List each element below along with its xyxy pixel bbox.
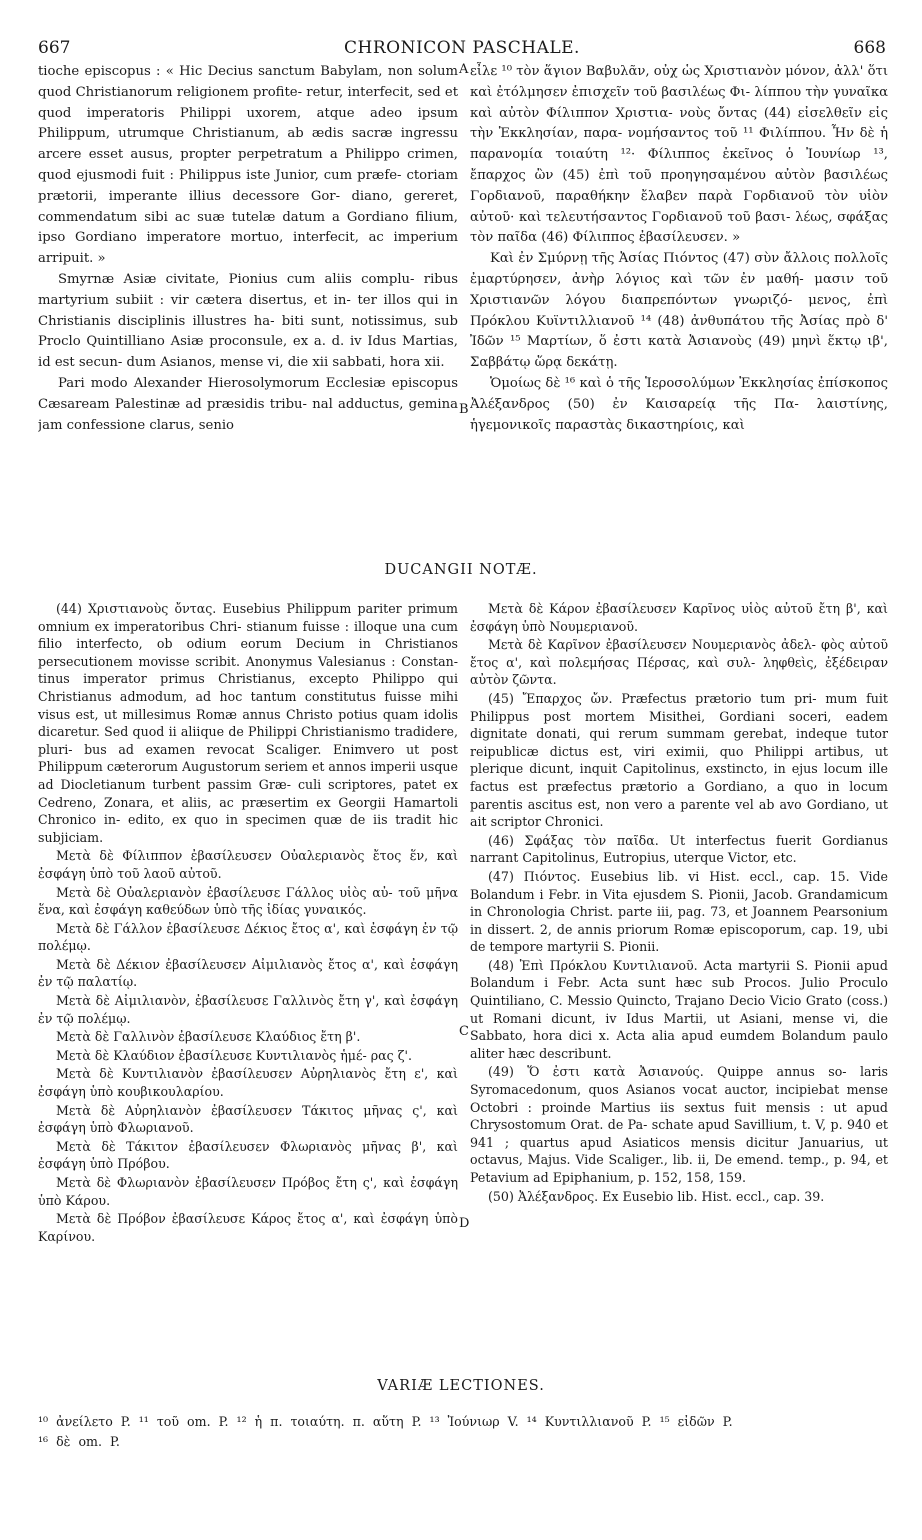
page-number-right: 668 xyxy=(853,38,886,58)
margin-marker-c: C xyxy=(459,1024,469,1039)
notes-right-column xyxy=(470,600,888,1370)
note-paragraph: (50) Ἀλέξανδρος. Ex Eusebio lib. Hist. eccl., cap. 39. xyxy=(488,1188,825,1204)
note-paragraph: Μετὰ δὲ Καρῖνον ἐβασίλευσεν Νουμεριανὸς ἀδελ- φὸς αὐτοῦ ἔτος α', καὶ πολεμήσας Πέρσας, καὶ συλ- ληφθεὶς, ἐξέδειραν αὐτὸν ζῶντα. xyxy=(470,637,888,688)
latin-paragraph: Pari modo Alexander Hierosolymorum Ecclesiæ episcopus Cæsaream Palestinæ ad præsidis tribu- nal adductus, gemina jam confessione clarus, senio xyxy=(38,375,458,433)
note-paragraph: (49) Ὅ ἐστι κατὰ Ἀσιανούς. Quippe annus so- laris Syromacedonum, quos Asianos vocat auctor, incipiebat mense Octobri : proinde Martius iis sextus fuit mensis : ut apud Chrysostomum Orat. de Pa- schate apud Savillium, t. V, p. 940 et 941 ; quartus apud Asiaticos mensis dicitur Januarius, ut octavus, Majus. Vide Scaliger., lib. ii, De emend. temp., p. 94, et Petavium ad Epiphanium, p. 152, 158, 159. xyxy=(470,1064,888,1185)
note-paragraph: Μετὰ δὲ Γάλλον ἐβασίλευσε Δέκιος ἔτος α', καὶ ἐσφάγη ἐν τῷ πολέμῳ. xyxy=(38,920,458,954)
greek-paragraph: Ὁμοίως δὲ ¹⁶ καὶ ὁ τῆς Ἱεροσολύμων Ἐκκλησίας ἐπίσκοπος Ἀλέξανδρος (50) ἐν Καισαρείᾳ τῆς Πα- λαιστίνης, ἡγεμονικοῖς παραστὰς δικαστηρίοις, καὶ xyxy=(470,375,888,433)
note-paragraph: Μετὰ δὲ Γαλλινὸν ἐβασίλευσε Κλαύδιος ἔτη β'. xyxy=(56,1029,361,1045)
greek-text-column xyxy=(470,62,888,556)
running-title: CHRONICON PASCHALE. xyxy=(344,38,580,58)
note-paragraph: Μετὰ δὲ Κάρον ἐβασίλευσεν Καρῖνος υἱὸς αὐτοῦ ἔτη β', καὶ ἐσφάγη ὑπὸ Νουμεριανοῦ. xyxy=(470,601,888,634)
latin-paragraph: tioche episcopus : « Hic Decius sanctum Babylam, non solum quod Christianorum religionem profite- retur, interfecit, sed et quod imperatoris Philippi uxorem, atque adeo ipsum Philippum, utrumque Christianum, ab ædis sacræ ingressu arcere esset ausus, propter perpetratum a Philippo crimen, quod ejusmodi fuit : Philippus iste Junior, cum præfe- ctoriam prætorii, imperante illius decessore Gor- diano, gereret, commendatum sibi ac suæ tutelæ datum a Gordiano filium, ipso Gordiano imperatore mortuo, interfecit, ac imperium arripuit. » xyxy=(38,64,458,267)
margin-marker-a: A xyxy=(459,62,469,77)
note-paragraph: Μετὰ δὲ Φίλιππον ἐβασίλευσεν Οὐαλεριανὸς ἔτος ἕν, καὶ ἐσφάγη ὑπὸ τοῦ λαοῦ αὐτοῦ. xyxy=(38,848,458,881)
variae-lectiones xyxy=(38,1412,886,1452)
latin-paragraph: Smyrnæ Asiæ civitate, Pionius cum aliis complu- ribus martyrium subiit : vir cætera disertus, et in- ter illos qui in Christianis disciplinis illustres ha- biti sunt, notissimus, sub Proclo Quintilliano Asiæ proconsule, ex a. d. iv Idus Martias, id est secun- dum Asianos, mense vi, die xii sabbati, hora xii. xyxy=(38,271,458,371)
note-paragraph: Μετὰ δὲ Κλαύδιον ἐβασίλευσε Κυντιλιανὸς ἡμέ- ρας ζ'. xyxy=(56,1047,413,1063)
greek-paragraph: εἶλε ¹⁰ τὸν ἅγιον Βαβυλᾶν, οὐχ ὡς Χριστιανὸν μόνον, ἀλλ' ὅτι καὶ ἐτόλμησεν ἐπισχεῖν τοῦ βασιλέως Φι- λίππου τὴν γυναῖκα καὶ αὐτὸν Φίλιππον Χριστια- νοὺς ὄντας (44) εἰσελθεῖν εἰς τὴν Ἐκκλησίαν, παρα- νομήσαντος τοῦ ¹¹ Φιλίππου. Ἦν δὲ ἡ παρανομία τοιαύτη ¹²· Φίλιππος ἐκεῖνος ὁ Ἰουνίωρ ¹³, ἔπαρχος ὢν (45) ἐπὶ τοῦ προηγησαμένου αὐτὸν βασιλέως Γορδιανοῦ, παραθήκην ἔλαβεν παρὰ Γορδιανοῦ τὸν υἱὸν αὐτοῦ· καὶ τελευτήσαντος Γορδιανοῦ τοῦ βασι- λέως, σφάξας τὸν παῖδα (46) Φίλιππος ἐβασίλευσεν. » xyxy=(470,64,888,246)
note-paragraph: Μετὰ δὲ Κυντιλιανὸν ἐβασίλευσεν Αὐρηλιανὸς ἔτη ε', καὶ ἐσφάγη ὑπὸ κουβικουλαρίου. xyxy=(38,1066,458,1100)
note-paragraph: Μετὰ δὲ Τάκιτον ἐβασίλευσεν Φλωριανὸς μῆνας β', καὶ ἐσφάγη ὑπὸ Πρόβου. xyxy=(38,1138,458,1172)
page-number-left: 667 xyxy=(38,38,71,58)
note-paragraph: (48) Ἐπὶ Πρόκλου Κυντιλιανοῦ. Acta martyrii S. Pionii apud Bolandum i Febr. Acta sunt hæc sub Procos. Julio Proculo Quintiliano, C. Messio Quincto, Trajano Decio Vicio Grato (coss.) ut Romani dicunt, iv Idus Martii, ut Asiani, mense vi, die Sabbato, hora dici x. Acta alia apud eumdem Bolandum paulo aliter hæc describunt. xyxy=(470,957,888,1061)
note-paragraph: Μετὰ δὲ Δέκιον ἐβασίλευσεν Αἰμιλιανὸς ἔτος α', καὶ ἐσφάγη ἐν τῷ παλατίῳ. xyxy=(38,956,458,990)
variant-reading: ¹⁴ Κυντιλλιανοῦ P. xyxy=(526,1414,652,1429)
variant-reading: ¹⁶ δὲ om. P. xyxy=(38,1434,120,1449)
margin-marker-d: D xyxy=(459,1216,470,1231)
note-paragraph: (45) Ἔπαρχος ὤν. Præfectus prætorio tum pri- mum fuit Philippus post mortem Misithei, Gordiani soceri, eadem dignitate donati, qui rerum summam gerebat, indeque tutor reipublicæ dictus est, viri eximii, quo Philippi artibus, ut plerique dicunt, inquit Capitolinus, exstincto, in ejus locum ille factus est præfectus prætorio a Gordiano, a quo in locum parentis ascitus est, non vero a parente vel ab avo Gordiano, ut ait scriptor Chronici. xyxy=(470,690,888,830)
note-paragraph: (44) Χριστιανοὺς ὄντας. Eusebius Philippum pariter primum omnium ex imperatoribus Chri- stianum fuisse : illoque una cum filio interfecto, ob odium eorum Decium in Christianos persecutionem movisse scribit. Anonymus Valesianus : Constan- tinus imperator primus Christianus, excepto Philippo qui Christianus admodum, ad hoc tantum constitutus fuisse mihi visus est, ut millesimus Romæ annus Christo potius quam idolis dicaretur. Sed quod ii aliique de Philippi Christianismo tradidere, pluri- bus ad examen revocat Scaliger. Enimvero ut post Philippum cæterorum Augustorum seriem et annos imperii usque ad Diocletianum turbent passim Græ- culi scriptores, patet ex Cedreno, Zonara, et aliis, ac præsertim ex Georgii Hamartoli Chronico in- edito, ex quo in specimen quæ de iis tradit hic subjiciam. xyxy=(38,601,458,845)
variant-reading: ¹¹ τοῦ om. P. xyxy=(138,1414,229,1429)
variant-reading: ¹² ἡ π. τοιαύτη. π. αὕτη P. xyxy=(236,1414,422,1429)
notes-left-column xyxy=(38,600,458,1370)
margin-marker-b: B xyxy=(459,402,469,417)
notes-section-title: DUCANGII NOTÆ. xyxy=(384,562,538,578)
note-paragraph: Μετὰ δὲ Φλωριανὸν ἐβασίλευσεν Πρόβος ἔτη ς', καὶ ἐσφάγη ὑπὸ Κάρου. xyxy=(38,1175,458,1208)
latin-text-column xyxy=(38,62,458,556)
variant-reading: ¹³ Ἰούνιωρ V. xyxy=(429,1414,519,1429)
page-header xyxy=(38,38,886,60)
variae-section-title: VARIÆ LECTIONES. xyxy=(377,1378,545,1394)
note-paragraph: Μετὰ δὲ Αἰμιλιανὸν, ἐβασίλευσε Γαλλινὸς ἔτη γ', καὶ ἐσφάγη ἐν τῷ πολέμῳ. xyxy=(38,993,458,1026)
note-paragraph: Μετὰ δὲ Αὐρηλιανὸν ἐβασίλευσεν Τάκιτος μῆνας ς', καὶ ἐσφάγη ὑπὸ Φλωριανοῦ. xyxy=(38,1102,458,1136)
variant-reading: ¹⁰ ἀνείλετο P. xyxy=(38,1414,131,1429)
note-paragraph: Μετὰ δὲ Οὐαλεριανὸν ἐβασίλευσε Γάλλος υἱὸς αὐ- τοῦ μῆνα ἕνα, καὶ ἐσφάγη καθεύδων ὑπὸ τῆς ἰδίας γυναικός. xyxy=(38,884,458,918)
greek-paragraph: Καὶ ἐν Σμύρνῃ τῆς Ἀσίας Πιόντος (47) σὺν ἄλλοις πολλοῖς ἐμαρτύρησεν, ἀνὴρ λόγιος καὶ τῶν ἐν μαθή- μασιν τοῦ Χριστιανῶν λόγου διαπρεπόντων γνωριζό- μενος, ἐπὶ Πρόκλου Κυϊντιλλιανοῦ ¹⁴ (48) ἀνθυπάτου τῆς Ἀσίας πρὸ δ' Ἰδῶν ¹⁵ Μαρτίων, ὅ ἐστι κατὰ Ἀσιανοὺς (49) μηνὶ ἕκτῳ ιβ', Σαββάτῳ ὥρᾳ δεκάτῃ. xyxy=(470,251,888,371)
note-paragraph: (47) Πιόντος. Eusebius lib. vi Hist. eccl., cap. 15. Vide Bolandum i Febr. in Vita ejusdem S. Pionii, Jacob. Grandamicum in Chronologia Christ. parte iii, pag. 73, et Joannem Pearsonium in dissert. 2, de annis priorum Romæ episcoporum, cap. 19, ubi de tempore martyrii S. Pionii. xyxy=(470,868,888,955)
note-paragraph: Μετὰ δὲ Πρόβον ἐβασίλευσε Κάρος ἔτος α', καὶ ἐσφάγη ὑπὸ Καρίνου. xyxy=(38,1211,458,1244)
variant-reading: ¹⁵ εἰδῶν P. xyxy=(659,1414,733,1429)
note-paragraph: (46) Σφάξας τὸν παῖδα. Ut interfectus fuerit Gordianus narrant Capitolinus, Eutropius, uterque Victor, etc. xyxy=(470,832,888,866)
